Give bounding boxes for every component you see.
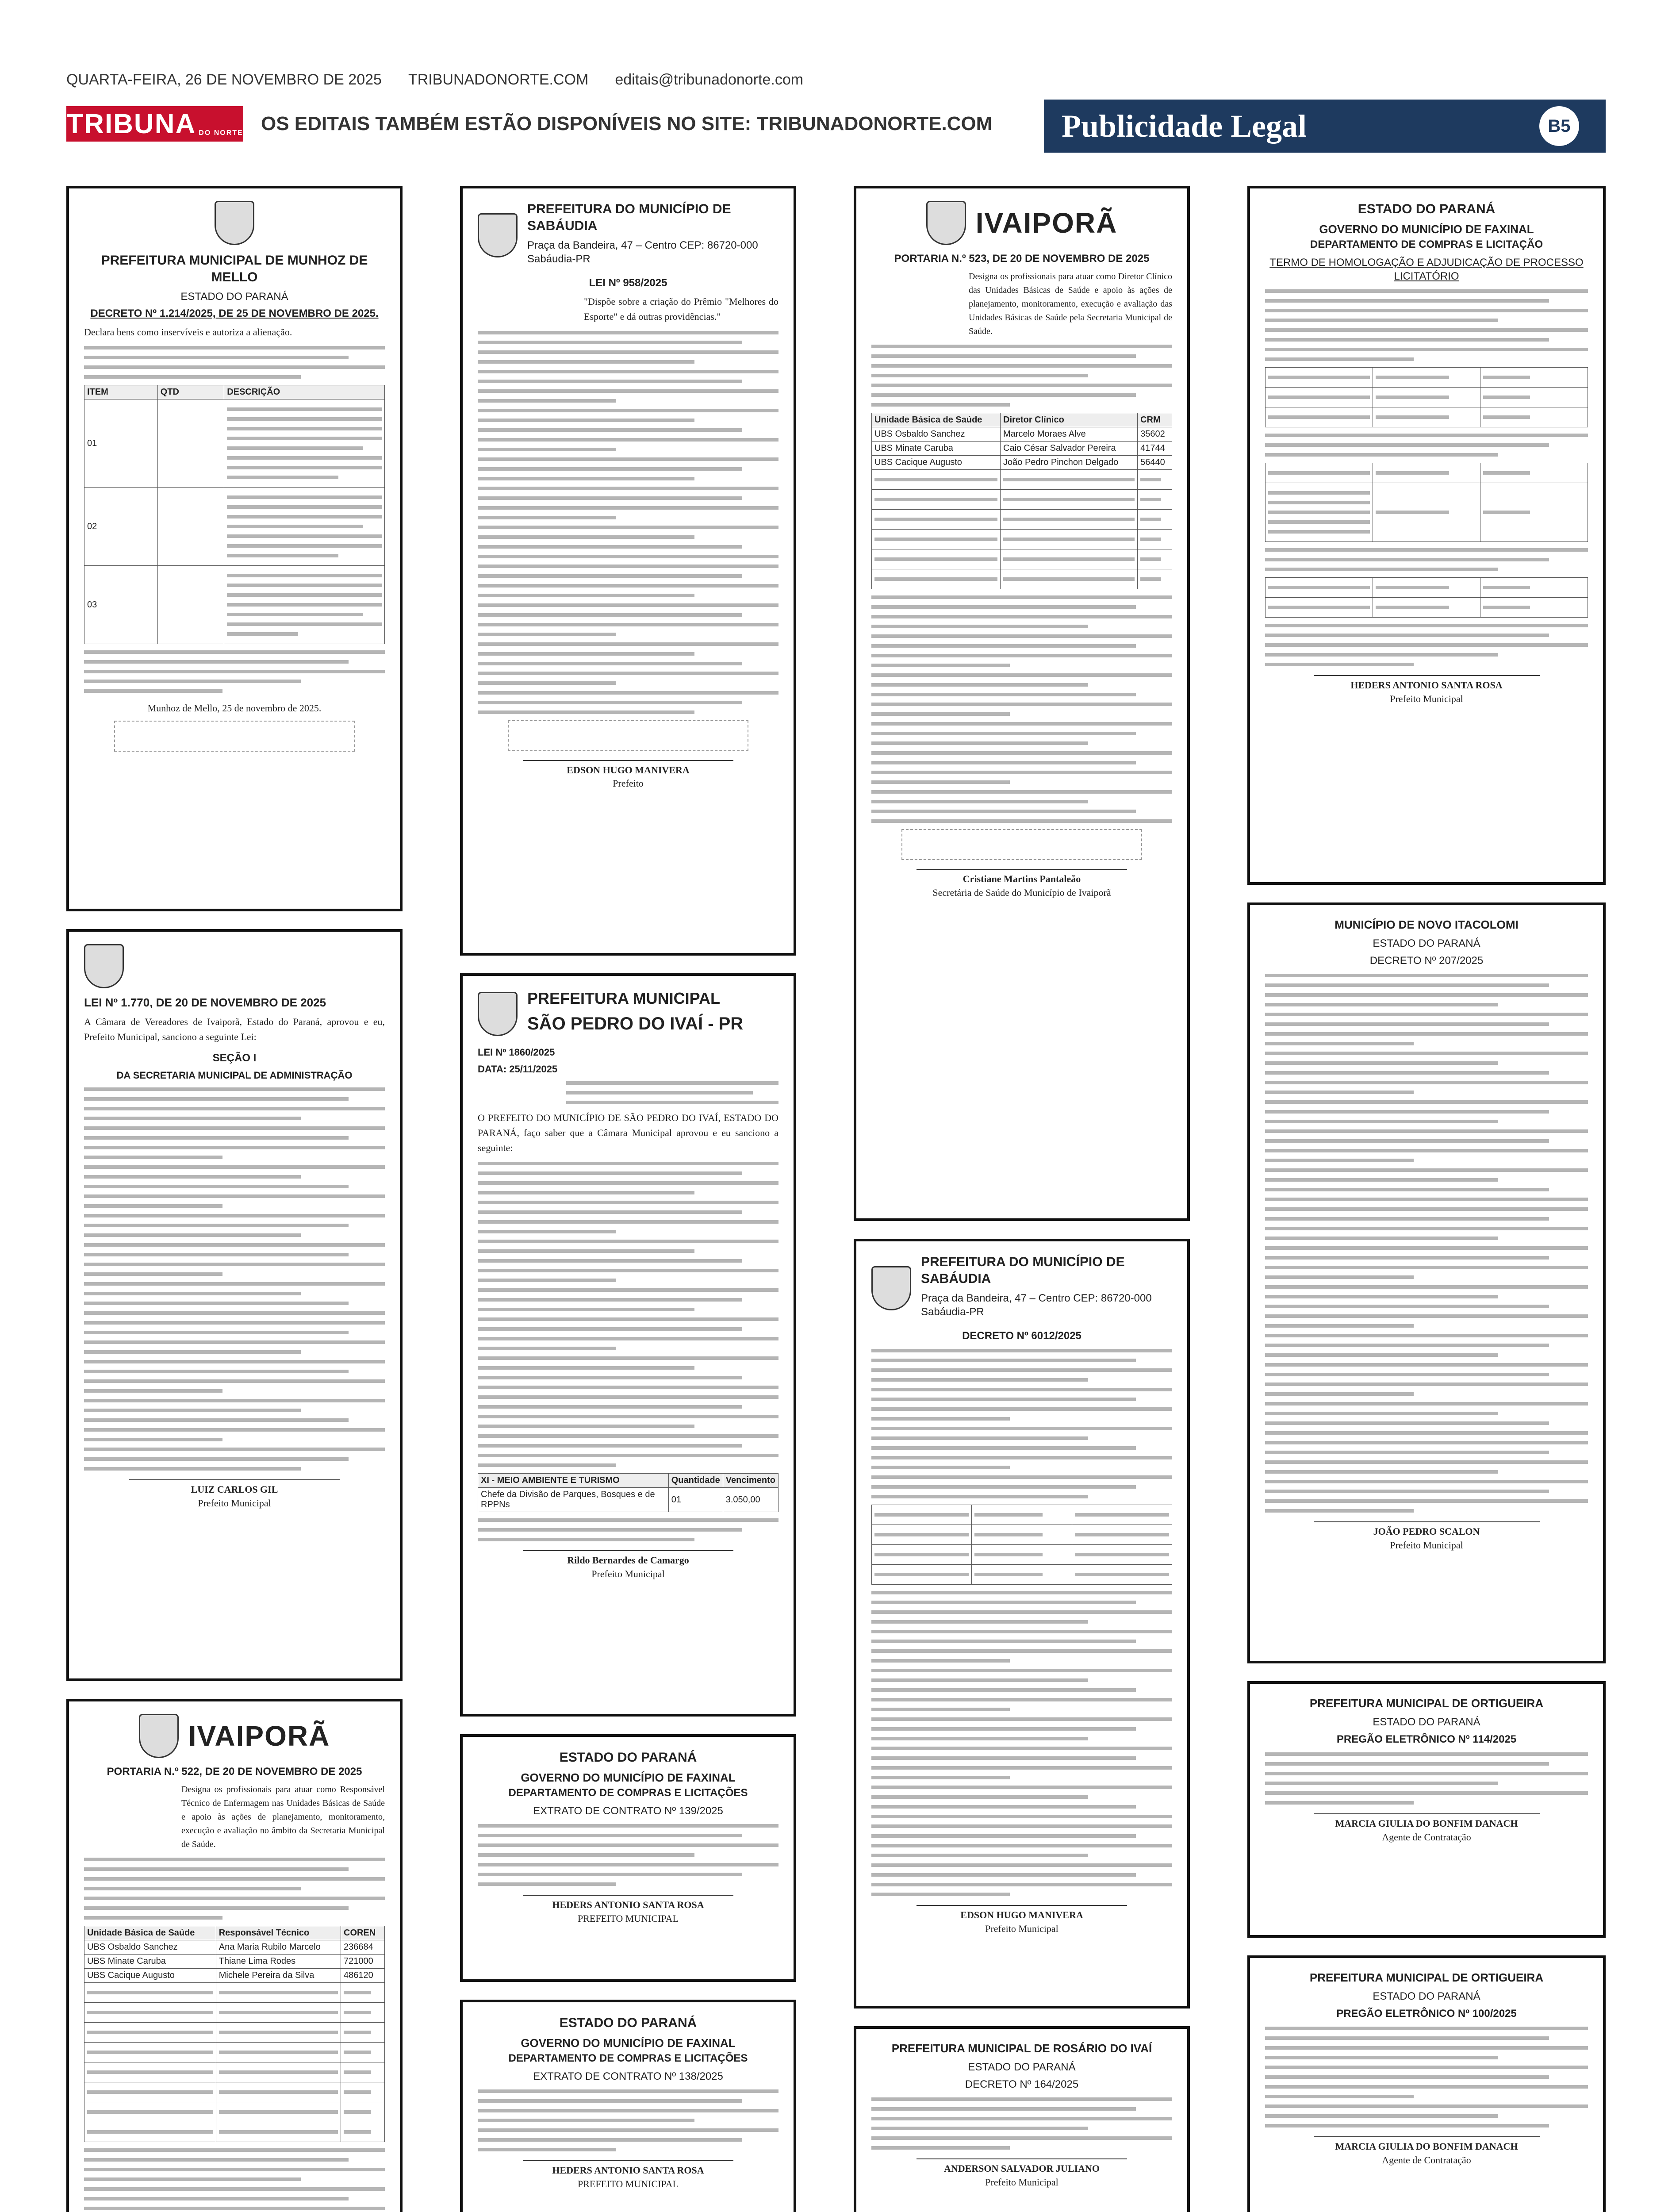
notice-ref: EXTRATO DE CONTRATO Nº 139/2025	[533, 1805, 723, 1817]
signer-name: MARCIA GIULIA DO BONFIM DANACH	[1314, 1813, 1540, 1831]
signer-role: Prefeito Municipal	[591, 1568, 665, 1580]
notice-sabaudia-lei	[460, 186, 796, 956]
notice-subtitle: ESTADO DO PARANÁ	[180, 291, 288, 303]
signer-role: Secretária de Saúde do Município de Ivaiporã	[932, 887, 1111, 898]
notice-portaria-523	[854, 186, 1190, 1221]
signer-role: PREFEITO MUNICIPAL	[578, 2178, 679, 2189]
page-header	[66, 66, 1606, 93]
notice-subtitle: GOVERNO DO MUNICÍPIO DE FAXINAL	[521, 2036, 736, 2050]
notice-sabaudia-decreto	[854, 1239, 1190, 2008]
signer-name: MARCIA GIULIA DO BONFIM DANACH	[1314, 2136, 1540, 2154]
signer-name: ANDERSON SALVADOR JULIANO	[917, 2158, 1127, 2176]
notice-ref: DECRETO Nº 1.214/2025, DE 25 DE NOVEMBRO DE 2025.	[90, 307, 379, 320]
notice-title: PREFEITURA MUNICIPAL DE ORTIGUEIRA	[1309, 1697, 1544, 1710]
signer-name: Rildo Bernardes de Camargo	[523, 1550, 733, 1567]
newspaper-logo: TRIBUNA DO NORTE	[66, 106, 243, 142]
notice-title: ESTADO DO PARANÁ	[1358, 202, 1496, 216]
notice-subtitle: DEPARTAMENTO DE COMPRAS E LICITAÇÃO	[1310, 238, 1543, 250]
notice-portaria-522	[66, 1699, 403, 2212]
notice-title: PREFEITURA DO MUNICÍPIO DE SABÁUDIA	[527, 202, 731, 233]
signature-stamp	[508, 720, 748, 751]
items-table: ITEM QTD DESCRIÇÃO 01 02 03	[84, 385, 385, 644]
lots-table	[1265, 367, 1588, 427]
notice-address: Praça da Bandeira, 47 – Centro CEP: 86720-000 Sabáudia-PR	[527, 239, 758, 265]
slogan: OS EDITAIS TAMBÉM ESTÃO DISPONÍVEIS NO SITE: TRIBUNADONORTE.COM	[261, 113, 993, 134]
notice-sao-pedro-do-ivai	[460, 973, 796, 1717]
notice-subtitle: GOVERNO DO MUNICÍPIO DE FAXINAL	[521, 1770, 736, 1784]
notice-text: "Dispõe sobre a criação do Prêmio "Melhores do Esporte" e dá outras providências."	[584, 296, 778, 323]
notice-rosario-decreto	[854, 2026, 1190, 2212]
notice-ortigueira-100	[1247, 1955, 1606, 2212]
notice-date: DATA: 25/11/2025	[478, 1063, 558, 1075]
site-link[interactable]: TRIBUNADONORTE.COM	[408, 71, 589, 88]
crest-icon	[215, 201, 254, 245]
email-link[interactable]: editais@tribunadonorte.com	[615, 71, 804, 88]
notice-text: Declara bens como inservíveis e autoriza a alienação.	[84, 326, 292, 338]
notice-ortigueira-114	[1247, 1681, 1606, 1938]
notice-subtitle: GOVERNO DO MUNICÍPIO DE FAXINAL	[1319, 222, 1534, 236]
notice-subtitle: DEPARTAMENTO DE COMPRAS E LICITAÇÕES	[508, 1787, 748, 1799]
crest-icon	[871, 1266, 911, 1310]
crest-icon	[478, 213, 518, 257]
signer-name: HEDERS ANTONIO SANTA ROSA	[523, 2160, 733, 2177]
city-name: SÃO PEDRO DO IVAÍ - PR	[527, 1014, 744, 1033]
signer-name: EDSON HUGO MANIVERA	[523, 760, 733, 777]
crest-icon	[478, 992, 518, 1036]
notice-ref: PORTARIA N.º 522, DE 20 DE NOVEMBRO DE 2025	[107, 1766, 362, 1778]
signer-name: JOÃO PEDRO SCALON	[1314, 1521, 1540, 1539]
signer-role: Prefeito Municipal	[985, 1923, 1058, 1935]
notice-text: Designa os profissionais para atuar como Responsável Técnico de Enfermagem nas Unidades Básicas de Saúde e apoio às ações de planejamento, monitoramento, execução e avaliação no âmbito da Secretaria Municipal de Saúde.	[181, 1785, 385, 1849]
staff-table: Unidade Básica de Saúde Responsável Técnico COREN UBS Osbaldo Sanchez Ana Maria Rubilo Marcelo 236684 UBS Minate Caruba Thiane Lima Rodes 721000 UBS Cacique Augusto Michele Pereira da Silva 486120	[84, 1926, 385, 2142]
section-banner	[1044, 100, 1606, 153]
notice-ref: LEI Nº 1860/2025	[478, 1047, 555, 1058]
crest-icon	[84, 944, 124, 988]
signer-name: HEDERS ANTONIO SANTA ROSA	[523, 1895, 733, 1912]
signature-stamp	[901, 829, 1142, 860]
notice-title: PREFEITURA MUNICIPAL DE ORTIGUEIRA	[1309, 1971, 1544, 1984]
notice-subtitle: DEPARTAMENTO DE COMPRAS E LICITAÇÕES	[508, 2052, 748, 2064]
notice-munhoz-de-mello	[66, 186, 403, 911]
city-logo-text: IVAIPORÃ	[975, 207, 1118, 239]
signer-name: Cristiane Martins Pantaleão	[917, 869, 1127, 886]
notice-ref: TERMO DE HOMOLOGAÇÃO E ADJUDICAÇÃO DE PROCESSO LICITATÓRIO	[1269, 257, 1584, 283]
signer-role: Prefeito Municipal	[198, 1497, 271, 1509]
notice-lei-1770	[66, 929, 403, 1681]
lots-table	[1265, 463, 1588, 542]
notice-title: ESTADO DO PARANÁ	[559, 2016, 697, 2030]
lots-table	[1265, 577, 1588, 618]
position-table: XI - MEIO AMBIENTE E TURISMO Quantidade Vencimento Chefe da Divisão de Parques, Bosques e de RPPNs 01 3.050,00	[478, 1473, 778, 1512]
notice-novo-itacolomi-decreto	[1247, 902, 1606, 1663]
edition-date: QUARTA-FEIRA, 26 DE NOVEMBRO DE 2025	[66, 71, 382, 88]
notice-title: PREFEITURA MUNICIPAL DE MUNHOZ DE MELLO	[101, 253, 368, 284]
notice-title: ESTADO DO PARANÁ	[559, 1750, 697, 1765]
section-heading: DA SECRETARIA MUNICIPAL DE ADMINISTRAÇÃO	[116, 1069, 353, 1081]
crest-icon	[139, 1714, 179, 1758]
notice-ref: PREGÃO ELETRÔNICO Nº 114/2025	[1336, 1733, 1517, 1745]
signer-role: Prefeito Municipal	[1390, 693, 1463, 705]
signer-name: LUIZ CARLOS GIL	[129, 1479, 340, 1497]
notice-ref: DECRETO Nº 6012/2025	[962, 1330, 1081, 1342]
notice-text: A Câmara de Vereadores de Ivaiporã, Estado do Paraná, aprovou e eu, Prefeito Municipal, sanciono a seguinte Lei:	[84, 1016, 385, 1042]
notice-ref: DECRETO Nº 164/2025	[965, 2078, 1079, 2090]
signer-role: Agente de Contratação	[1382, 2154, 1471, 2166]
notice-subtitle: ESTADO DO PARANÁ	[1373, 937, 1480, 949]
staff-table: Unidade Básica de Saúde Diretor Clínico CRM UBS Osbaldo Sanchez Marcelo Moraes Alve 35602 UBS Minate Caruba Caio César Salvador Pereira 41744 UBS Cacique Augusto João Pedro Pinchon Delgado 56440	[871, 413, 1172, 589]
section-heading: SEÇÃO I	[212, 1052, 257, 1064]
notice-ref: DECRETO Nº 207/2025	[1369, 954, 1484, 967]
notice-subtitle: ESTADO DO PARANÁ	[968, 2061, 1076, 2073]
notice-faxinal-homologacao	[1247, 186, 1606, 885]
notice-address: Praça da Bandeira, 47 – Centro CEP: 86720-000 Sabáudia-PR	[921, 1292, 1152, 1318]
notice-ref: LEI Nº 958/2025	[589, 277, 667, 289]
notice-ref: PREGÃO ELETRÔNICO Nº 100/2025	[1336, 2007, 1517, 2020]
notice-title: LEI Nº 1.770, DE 20 DE NOVEMBRO DE 2025	[84, 996, 326, 1009]
notice-ref: PORTARIA N.º 523, DE 20 DE NOVEMBRO DE 2025	[894, 253, 1150, 265]
registry-table	[871, 1505, 1172, 1585]
notice-faxinal-138	[460, 2000, 796, 2212]
signer-role: Agente de Contratação	[1382, 1831, 1471, 1843]
page-number: B5	[1539, 106, 1579, 146]
notice-title: PREFEITURA MUNICIPAL	[527, 989, 720, 1007]
notice-title: MUNICÍPIO DE NOVO ITACOLOMI	[1335, 918, 1519, 931]
signer-name: EDSON HUGO MANIVERA	[917, 1905, 1127, 1922]
signer-role: PREFEITO MUNICIPAL	[578, 1912, 679, 1924]
notice-subtitle: ESTADO DO PARANÁ	[1373, 1716, 1480, 1728]
notice-text: O PREFEITO DO MUNICÍPIO DE SÃO PEDRO DO IVAÍ, ESTADO DO PARANÁ, faço saber que a Câmara Municipal aprovou e eu sanciono a seguinte:	[478, 1112, 778, 1154]
city-logo-text: IVAIPORÃ	[188, 1720, 330, 1752]
notice-text: Designa os profissionais para atuar como Diretor Clínico das Unidades Básicas de Saúde e apoio às ações de planejamento, monitoramento, execução e avaliação das Unidades Básicas de Saúde pela Secretaria Municipal de Saúde.	[969, 272, 1172, 336]
signer-role: Prefeito Municipal	[985, 2176, 1058, 2188]
signature-date: Munhoz de Mello, 25 de novembro de 2025.	[147, 703, 322, 714]
signer-name: HEDERS ANTONIO SANTA ROSA	[1314, 675, 1540, 692]
crest-icon	[926, 201, 966, 245]
signer-role: Prefeito	[613, 778, 644, 789]
notice-title: PREFEITURA DO MUNICÍPIO DE SABÁUDIA	[921, 1255, 1125, 1286]
signature-stamp	[114, 721, 355, 752]
notice-subtitle: ESTADO DO PARANÁ	[1373, 1990, 1480, 2002]
notice-ref: EXTRATO DE CONTRATO Nº 138/2025	[533, 2070, 723, 2082]
notice-faxinal-139	[460, 1734, 796, 1982]
signer-role: Prefeito Municipal	[1390, 1539, 1463, 1551]
notice-title: PREFEITURA MUNICIPAL DE ROSÁRIO DO IVAÍ	[891, 2042, 1152, 2055]
section-title: Publicidade Legal	[1062, 108, 1307, 144]
